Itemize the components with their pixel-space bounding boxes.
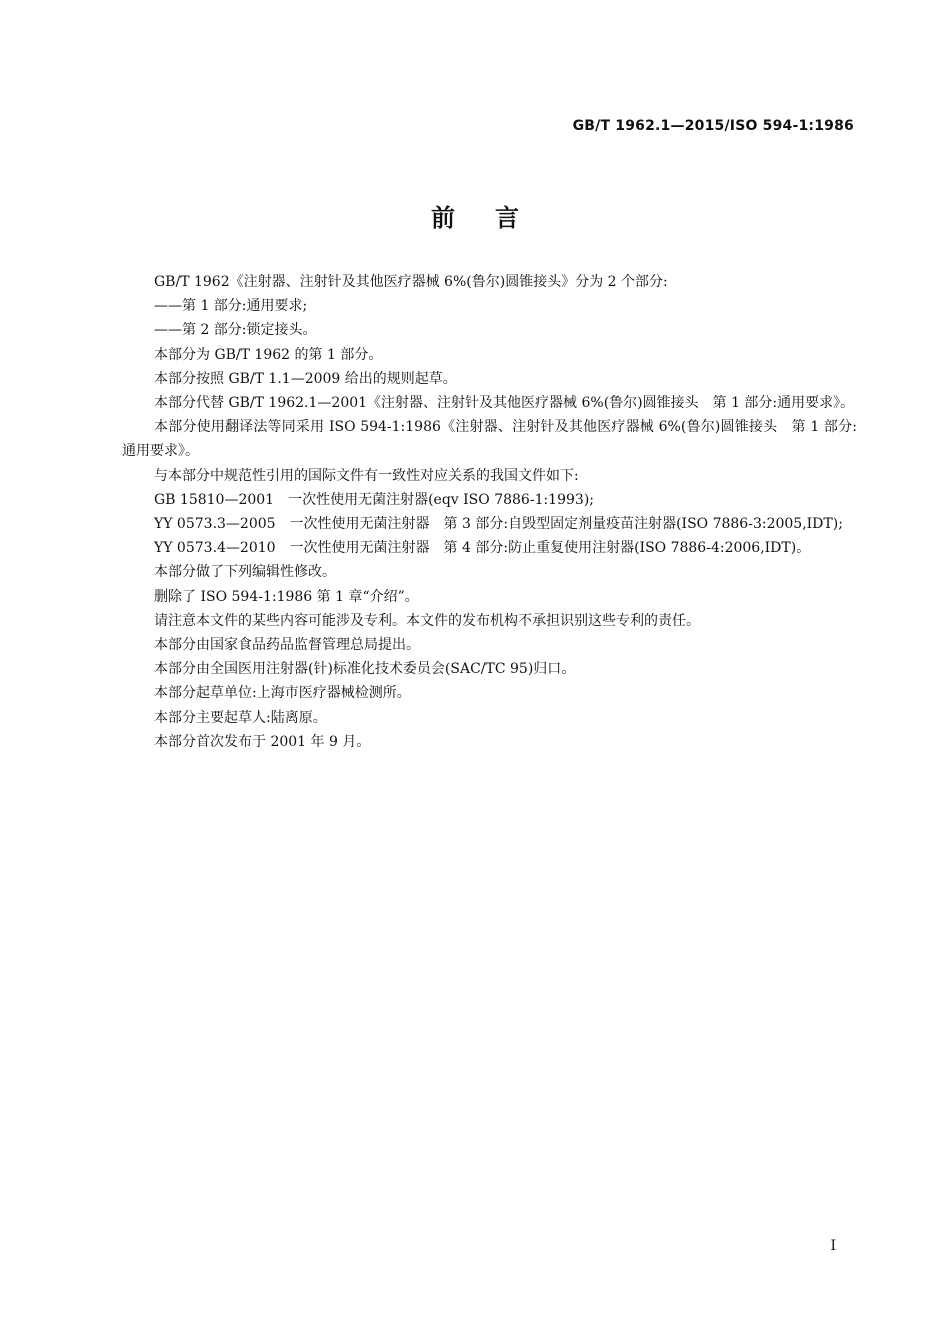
paragraph: 本部分由全国医用注射器(针)标准化技术委员会(SAC/TC 95)归口。 [154, 661, 576, 678]
paragraph: 本部分代替 GB/T 1962.1—2001《注射器、注射针及其他医疗器械 6%(鲁尔)圆锥接头 第 1 部分:通用要求》。 [154, 395, 855, 412]
paragraph: 本部分为 GB/T 1962 的第 1 部分。 [154, 346, 383, 363]
page-title: 前言 [431, 204, 559, 232]
page-number: I [830, 1238, 836, 1254]
paragraph: YY 0573.4—2010 一次性使用无菌注射器 第 4 部分:防止重复使用注射器(ISO 7886-4:2006,IDT)。 [154, 540, 811, 557]
paragraph: ——第 1 部分:通用要求; [154, 298, 308, 315]
paragraph: GB 15810—2001 一次性使用无菌注射器(eqv ISO 7886-1:1993); [154, 491, 594, 508]
paragraph: 本部分做了下列编辑性修改。 [154, 564, 336, 581]
paragraph: YY 0573.3—2005 一次性使用无菌注射器 第 3 部分:自毁型固定剂量疫苗注射器(ISO 7886-3:2005,IDT); [154, 516, 843, 533]
paragraph: 本部分主要起草人:陆离原。 [154, 709, 327, 726]
paragraph: 删除了 ISO 594-1:1986 第 1 章“介绍”。 [154, 588, 419, 605]
paragraph: 本部分首次发布于 2001 年 9 月。 [154, 733, 371, 750]
paragraph: 本部分按照 GB/T 1.1—2009 给出的规则起草。 [154, 370, 457, 387]
paragraph: 请注意本文件的某些内容可能涉及专利。本文件的发布机构不承担识别这些专利的责任。 [154, 612, 700, 629]
foreword-body [122, 270, 857, 754]
paragraph: GB/T 1962《注射器、注射针及其他医疗器械 6%(鲁尔)圆锥接头》分为 2 个部分: [154, 274, 668, 290]
paragraph: 本部分起草单位:上海市医疗器械检测所。 [154, 685, 411, 702]
standard-code-header: GB/T 1962.1—2015/ISO 594-1:1986 [572, 118, 854, 134]
paragraph: ——第 2 部分:锁定接头。 [154, 322, 317, 339]
paragraph: 本部分由国家食品药品监督管理总局提出。 [154, 637, 420, 654]
paragraph: 与本部分中规范性引用的国际文件有一致性对应关系的我国文件如下: [154, 467, 579, 484]
paragraph: 本部分使用翻译法等同采用 ISO 594-1:1986《注射器、注射针及其他医疗器械 6%(鲁尔)圆锥接头 第 1 部分:通用要求》。 [122, 419, 857, 460]
